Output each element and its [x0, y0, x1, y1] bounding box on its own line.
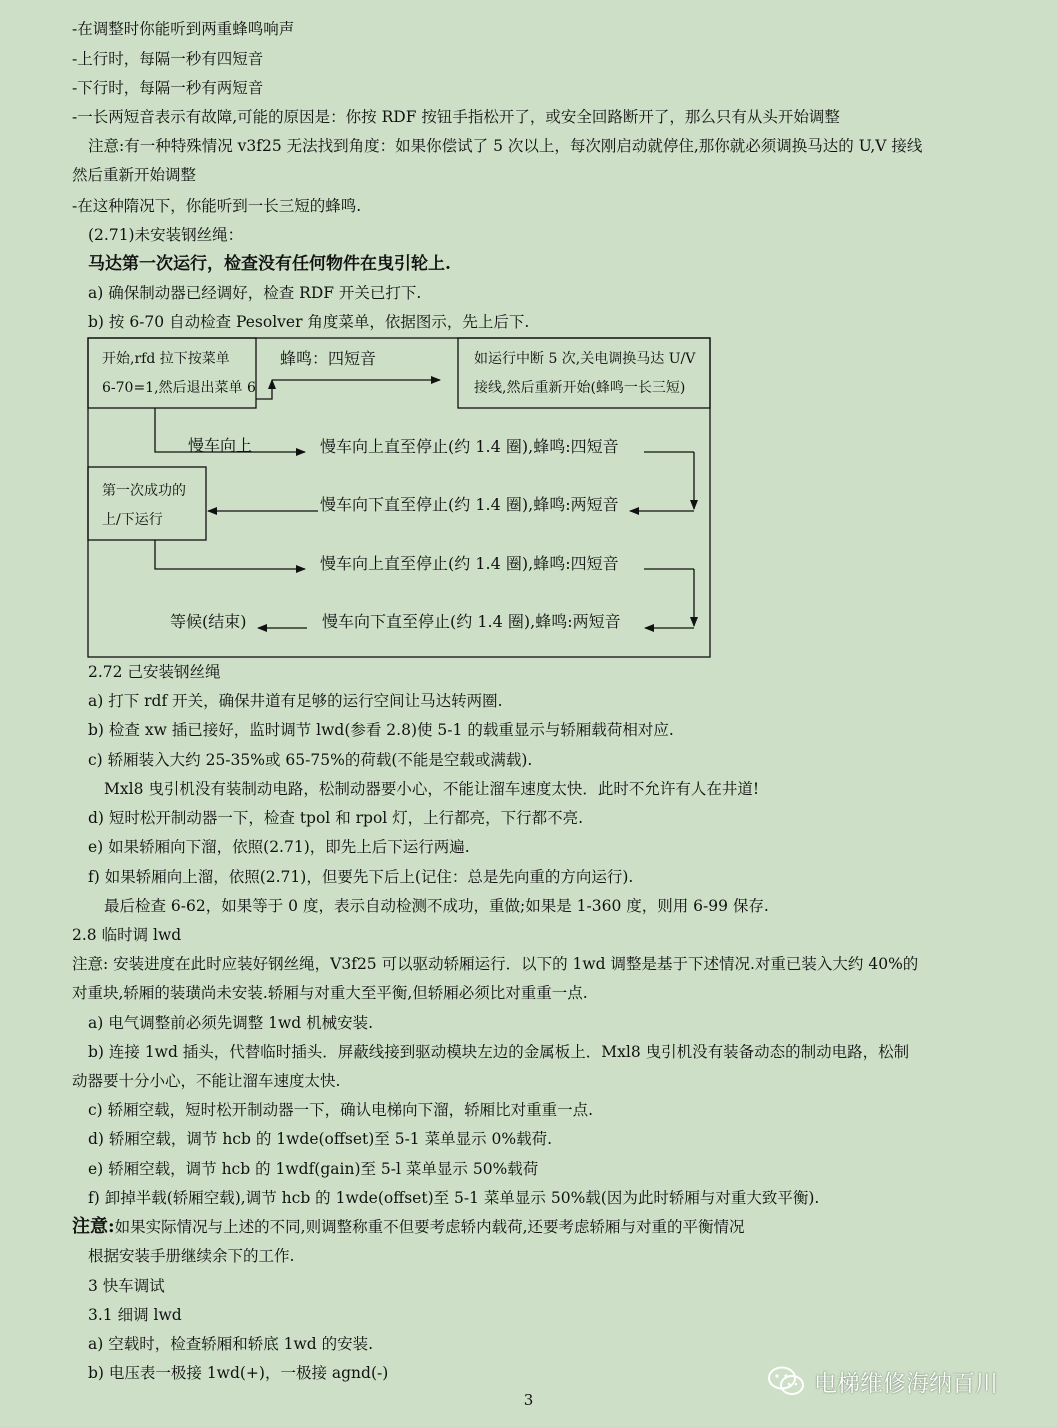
list-item: a) 确保制动器已经调好，检查 RDF 开关已打下. — [88, 284, 422, 302]
list-item: e) 如果轿厢向下溜，依照(2.71)，即先上后下运行两遍. — [88, 838, 470, 856]
step-row-4: 慢车向下直至停止(约 1.4 圈),蜂鸣:两短音 — [322, 612, 621, 631]
note-label: 注意: — [72, 1216, 115, 1237]
list-item: b) 电压表一极接 1wd(+)，一极接 agnd(-) — [88, 1364, 389, 1382]
start-box — [88, 338, 256, 408]
section-heading: 2.72 己安装钢丝绳 — [88, 663, 221, 681]
list-item: e) 轿厢空载，调节 hcb 的 1wdf(gain)至 5-l 菜单显示 50%载荷 — [88, 1160, 539, 1178]
first-run-box — [88, 467, 206, 540]
text-line: 根据安装手册继续余下的工作. — [88, 1247, 295, 1265]
text-line: 动器要十分小心，不能让溜车速度太快. — [72, 1072, 341, 1090]
fault-box-line: 如运行中断 5 次,关电调换马达 U/V — [474, 351, 696, 367]
bold-instruction: 马达第一次运行，检查没有任何物件在曳引轮上. — [88, 254, 451, 274]
step-row-3: 慢车向上直至停止(约 1.4 圈),蜂鸣:四短音 — [320, 554, 619, 573]
list-item: b) 检查 xw 插已接好，监时调节 lwd(参看 2.8)使 5-1 的载重显示与轿厢载荷相对应. — [88, 721, 674, 739]
watermark-text: 电梯维修海纳百川 — [814, 1370, 998, 1397]
text-line: 最后检查 6-62，如果等于 0 度，表示自动检测不成功，重做;如果是 1-360 度，则用 6-99 保存. — [104, 897, 769, 915]
list-item: b) 连接 1wd 插头，代替临时插头．屏蔽线接到驱动模块左边的金属板上．Mxl8 曳引机没有装备动态的制动电路，松制 — [88, 1043, 910, 1061]
text-line: -上行时，每隔一秒有四短音 — [72, 50, 264, 68]
list-item: a) 打下 rdf 开关，确保井道有足够的运行空间让马达转两圈. — [88, 692, 503, 710]
text-line: 对重块,轿厢的装璜尚未安装.轿厢与对重大至平衡,但轿厢必须比对重重一点. — [72, 984, 588, 1002]
start-box-line: 开始,rfd 拉下按菜单 — [102, 351, 230, 367]
text-line: -在这种隋况下，你能听到一长三短的蜂鸣. — [72, 197, 362, 215]
list-item: d) 轿厢空载，调节 hcb 的 1wde(offset)至 5-1 菜单显示 0%载荷. — [88, 1130, 553, 1148]
section-heading: 3 快车调试 — [88, 1277, 165, 1295]
arrow-icon — [155, 540, 305, 569]
note-line — [72, 1217, 745, 1237]
list-item: c) 轿厢空载，短时松开制动器一下，确认电梯向下溜，轿厢比对重重一点. — [88, 1101, 594, 1119]
list-item: d) 短时松开制动器一下，检查 tpol 和 rpol 灯，上行都亮，下行都不亮. — [88, 809, 584, 827]
section-heading: (2.71)未安装钢丝绳： — [88, 226, 244, 244]
start-box-line: 6-70=1,然后退出菜单 6 — [102, 380, 256, 396]
diagram-frame — [88, 338, 710, 657]
text-line: 然后重新开始调整 — [72, 166, 197, 184]
list-item: b) 按 6-70 自动检查 Pesolver 角度菜单，依据图示，先上后下. — [88, 313, 530, 331]
wait-end-label: 等候(结束) — [170, 612, 247, 631]
section-heading: 2.8 临时调 lwd — [72, 926, 182, 944]
section-heading: 3.1 细调 lwd — [88, 1306, 182, 1324]
list-item: f) 卸掉半载(轿厢空载),调节 hcb 的 1wde(offset)至 5-1 菜单显示 50%载(因为此时轿厢与对重大致平衡). — [88, 1189, 820, 1207]
list-item: a) 电气调整前必须先调整 1wd 机械安装. — [88, 1014, 374, 1032]
first-run-box-line: 第一次成功的 — [102, 483, 186, 499]
fault-box-line: 接线,然后重新开始(蜂鸣一长三短) — [474, 380, 686, 396]
text-line: -一长两短音表示有故障,可能的原因是：你按 RDF 按钮手指松开了，或安全回路断开了，那么只有从头开始调整 — [72, 108, 840, 126]
first-run-box-line: 上/下运行 — [102, 512, 163, 528]
slow-up-label: 慢车向上 — [188, 436, 253, 455]
note-text: 如果实际情况与上述的不同,则调整称重不但要考虑轿内载荷,还要考虑轿厢与对重的平衡情况 — [114, 1218, 745, 1236]
page-number: 3 — [523, 1391, 534, 1409]
beep-label: 蜂鸣：四短音 — [280, 349, 377, 368]
note-line: 注意: 安装进度在此时应装好钢丝绳，V3f25 可以驱动轿厢运行．以下的 1wd 调整是基于下述情况.对重已装入大约 40%的 — [72, 955, 919, 973]
list-item: c) 轿厢装入大约 25-35%或 65-75%的荷载(不能是空载或满载). — [88, 751, 533, 769]
list-item: f) 如果轿厢向上溜，依照(2.71)，但要先下后上(记住：总是先向重的方向运行). — [88, 868, 634, 886]
note-line: 注意:有一种特殊情况 v3f25 无法找到角度：如果你偿试了 5 次以上，每次刚启动就停住,那你就必须调换马达的 U,V 接线 — [88, 137, 923, 155]
step-row-2: 慢车向下直至停止(约 1.4 圈),蜂鸣:两短音 — [320, 495, 619, 514]
text-line: -在调整时你能听到两重蜂鸣响声 — [72, 20, 295, 38]
arrow-icon — [256, 380, 272, 399]
text-line: -下行时，每隔一秒有两短音 — [72, 79, 264, 97]
fault-box — [458, 338, 710, 408]
warning-line: Mxl8 曳引机没有装制动电路，松制动器要小心，不能让溜车速度太快．此时不允许有人在井道! — [104, 780, 760, 798]
step-row-1: 慢车向上直至停止(约 1.4 圈),蜂鸣:四短音 — [320, 437, 619, 456]
arrow-icon — [155, 408, 305, 452]
list-item: a) 空载时，检查轿厢和轿底 1wd 的安装. — [88, 1335, 374, 1353]
